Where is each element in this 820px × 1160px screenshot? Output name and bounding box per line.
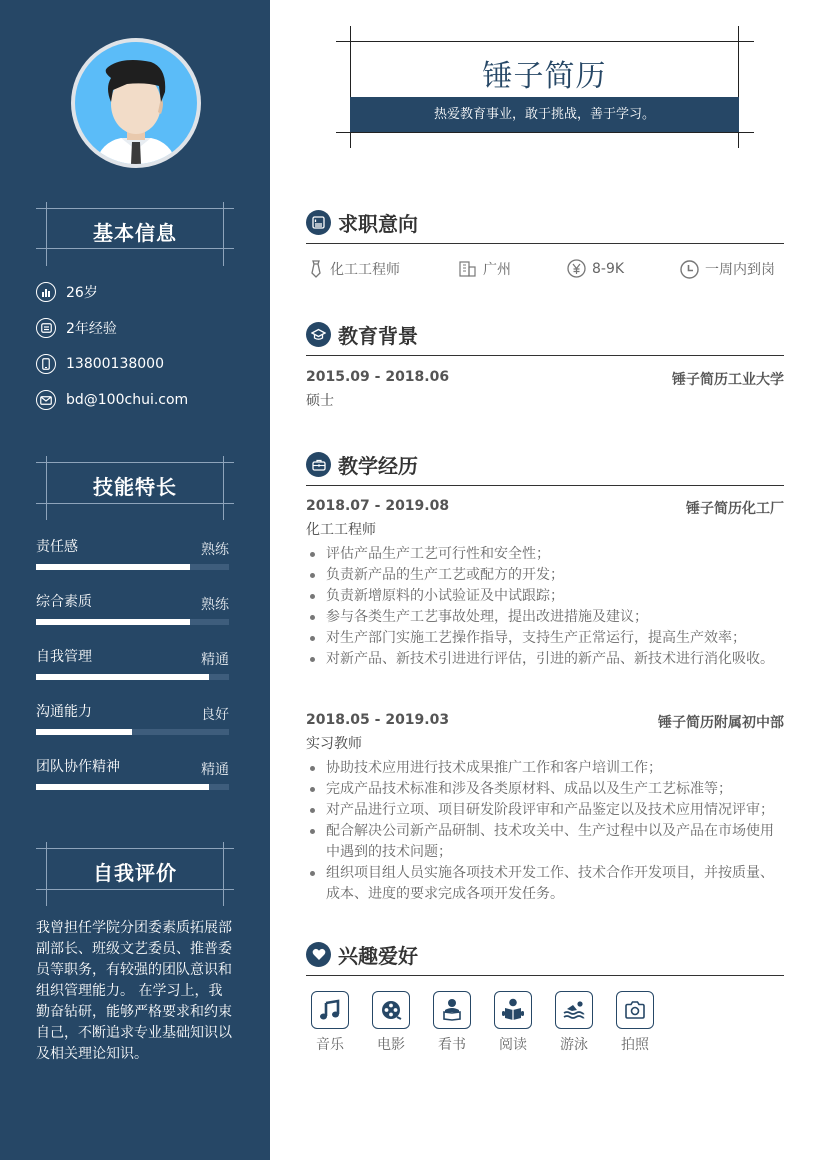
experience-org: 锤子简历化工厂 bbox=[686, 501, 784, 517]
basic-info-title: 基本信息 bbox=[36, 208, 234, 260]
intent-salary: 8-9K bbox=[567, 259, 624, 278]
yen-icon bbox=[567, 259, 586, 278]
intent-city: 广州 bbox=[459, 259, 511, 279]
email-value[interactable]: bd@100chui.com bbox=[66, 392, 189, 408]
list-item: 对新产品、新技术引进进行评估，引进的新产品、新技术进行消化吸收。 bbox=[306, 649, 784, 670]
mail-icon bbox=[36, 390, 56, 410]
intent-position: 化工工程师 bbox=[308, 259, 400, 279]
info-email bbox=[36, 390, 188, 410]
avatar-illustration-icon bbox=[75, 42, 197, 164]
resume-name: 锤子简历 bbox=[482, 59, 607, 94]
skill-progress-bar bbox=[36, 619, 229, 625]
header bbox=[350, 41, 739, 133]
camera-icon bbox=[624, 1000, 646, 1020]
education-date: 2015.09 - 2018.06 bbox=[306, 369, 450, 385]
intent-availability: 一周内到岗 bbox=[680, 259, 775, 279]
list-item: 对生产部门实施工艺操作指导，支持生产正常运行，提高生产效率； bbox=[306, 628, 784, 649]
skills-title: 技能特长 bbox=[36, 462, 234, 514]
calendar-icon bbox=[36, 318, 56, 338]
sidebar bbox=[0, 0, 270, 1160]
list-item: 评估产品生产工艺可行性和安全性； bbox=[306, 544, 784, 565]
hobby-movie: 电影 bbox=[372, 991, 410, 1054]
info-phone bbox=[36, 354, 164, 374]
experience-value: 2年经验 bbox=[66, 321, 117, 337]
section-intent-title: 求职意向 bbox=[306, 204, 784, 244]
hobby-list bbox=[311, 991, 677, 1054]
heart-icon bbox=[306, 942, 331, 967]
experience-role: 化工工程师 bbox=[306, 522, 376, 538]
briefcase-icon bbox=[306, 452, 331, 477]
list-item: 负责新产品的生产工艺或配方的开发； bbox=[306, 565, 784, 586]
experience-bullets bbox=[306, 758, 776, 905]
list-item: 完成产品技术标准和涉及各类原材料、成品以及生产工艺标准等； bbox=[306, 779, 776, 800]
list-item: 配合解决公司新产品研制、技术攻关中、生产过程中以及产品在市场使用中遇到的技术问题； bbox=[306, 821, 776, 863]
list-item: 组织项目组人员实施各项技术开发工作、技术合作开发项目，并按质量、成本、进度的要求完成各项开发任务。 bbox=[306, 863, 776, 905]
skill-item: 沟通能力 良好 bbox=[36, 701, 229, 721]
skill-item: 团队协作精神 精通 bbox=[36, 756, 229, 776]
self-eval-text: 我曾担任学院分团委素质拓展部副部长、班级文艺委员、推普委员等职务，有较强的团队意识和组织管理能力。 在学习上，我勤奋钻研，能够严格要求和约束自己，不断追求专业基础知识以及相关理论知识。 bbox=[36, 920, 232, 1062]
skill-item: 自我管理 精通 bbox=[36, 646, 229, 666]
hobby-book: 看书 bbox=[433, 991, 471, 1054]
bar-chart-icon bbox=[36, 282, 56, 302]
reading-icon bbox=[501, 998, 525, 1022]
experience-entry-header bbox=[306, 712, 784, 731]
skill-progress-bar bbox=[36, 784, 229, 790]
section-education-title: 教育背景 bbox=[306, 316, 784, 356]
info-age bbox=[36, 282, 98, 302]
education-entry-header bbox=[306, 369, 784, 388]
film-icon bbox=[380, 999, 402, 1021]
education-degree: 硕士 bbox=[306, 393, 334, 409]
hobby-reading: 阅读 bbox=[494, 991, 532, 1054]
list-item: 负责新增原料的小试验证及中试跟踪； bbox=[306, 586, 784, 607]
list-item: 参与各类生产工艺事故处理，提出改进措施及建议； bbox=[306, 607, 784, 628]
info-experience bbox=[36, 318, 117, 338]
experience-date: 2018.05 - 2019.03 bbox=[306, 712, 450, 728]
experience-org: 锤子简历附属初中部 bbox=[658, 715, 784, 731]
building-icon bbox=[459, 261, 477, 277]
experience-date: 2018.07 - 2019.08 bbox=[306, 498, 450, 514]
swimming-icon bbox=[562, 1000, 586, 1020]
resume-icon bbox=[306, 210, 331, 235]
hobby-photography: 拍照 bbox=[616, 991, 654, 1054]
skill-progress-bar bbox=[36, 674, 229, 680]
tie-icon bbox=[308, 260, 324, 278]
hobby-music: 音乐 bbox=[311, 991, 349, 1054]
phone-value[interactable]: 13800138000 bbox=[66, 356, 164, 372]
section-experience-title: 教学经历 bbox=[306, 446, 784, 486]
experience-entry-header bbox=[306, 498, 784, 517]
experience-role: 实习教师 bbox=[306, 736, 362, 752]
age-value: 26岁 bbox=[66, 285, 98, 301]
skill-progress-bar bbox=[36, 564, 229, 570]
resume-motto: 热爱教育事业，敢于挑战，善于学习。 bbox=[350, 97, 739, 132]
graduation-cap-icon bbox=[306, 322, 331, 347]
list-item: 对产品进行立项、项目研发阶段评审和产品鉴定以及技术应用情况评审； bbox=[306, 800, 776, 821]
experience-bullets bbox=[306, 544, 784, 670]
self-eval-title: 自我评价 bbox=[36, 848, 234, 900]
avatar bbox=[71, 38, 201, 168]
book-reader-icon bbox=[441, 998, 463, 1022]
clock-icon bbox=[680, 260, 699, 279]
education-school: 锤子简历工业大学 bbox=[672, 372, 784, 388]
skill-item: 责任感 熟练 bbox=[36, 536, 229, 556]
music-icon bbox=[319, 999, 341, 1021]
list-item: 协助技术应用进行技术成果推广工作和客户培训工作； bbox=[306, 758, 776, 779]
skill-progress-bar bbox=[36, 729, 229, 735]
phone-icon bbox=[36, 354, 56, 374]
section-hobbies-title: 兴趣爱好 bbox=[306, 936, 784, 976]
hobby-swimming: 游泳 bbox=[555, 991, 593, 1054]
skill-item: 综合素质 熟练 bbox=[36, 591, 229, 611]
